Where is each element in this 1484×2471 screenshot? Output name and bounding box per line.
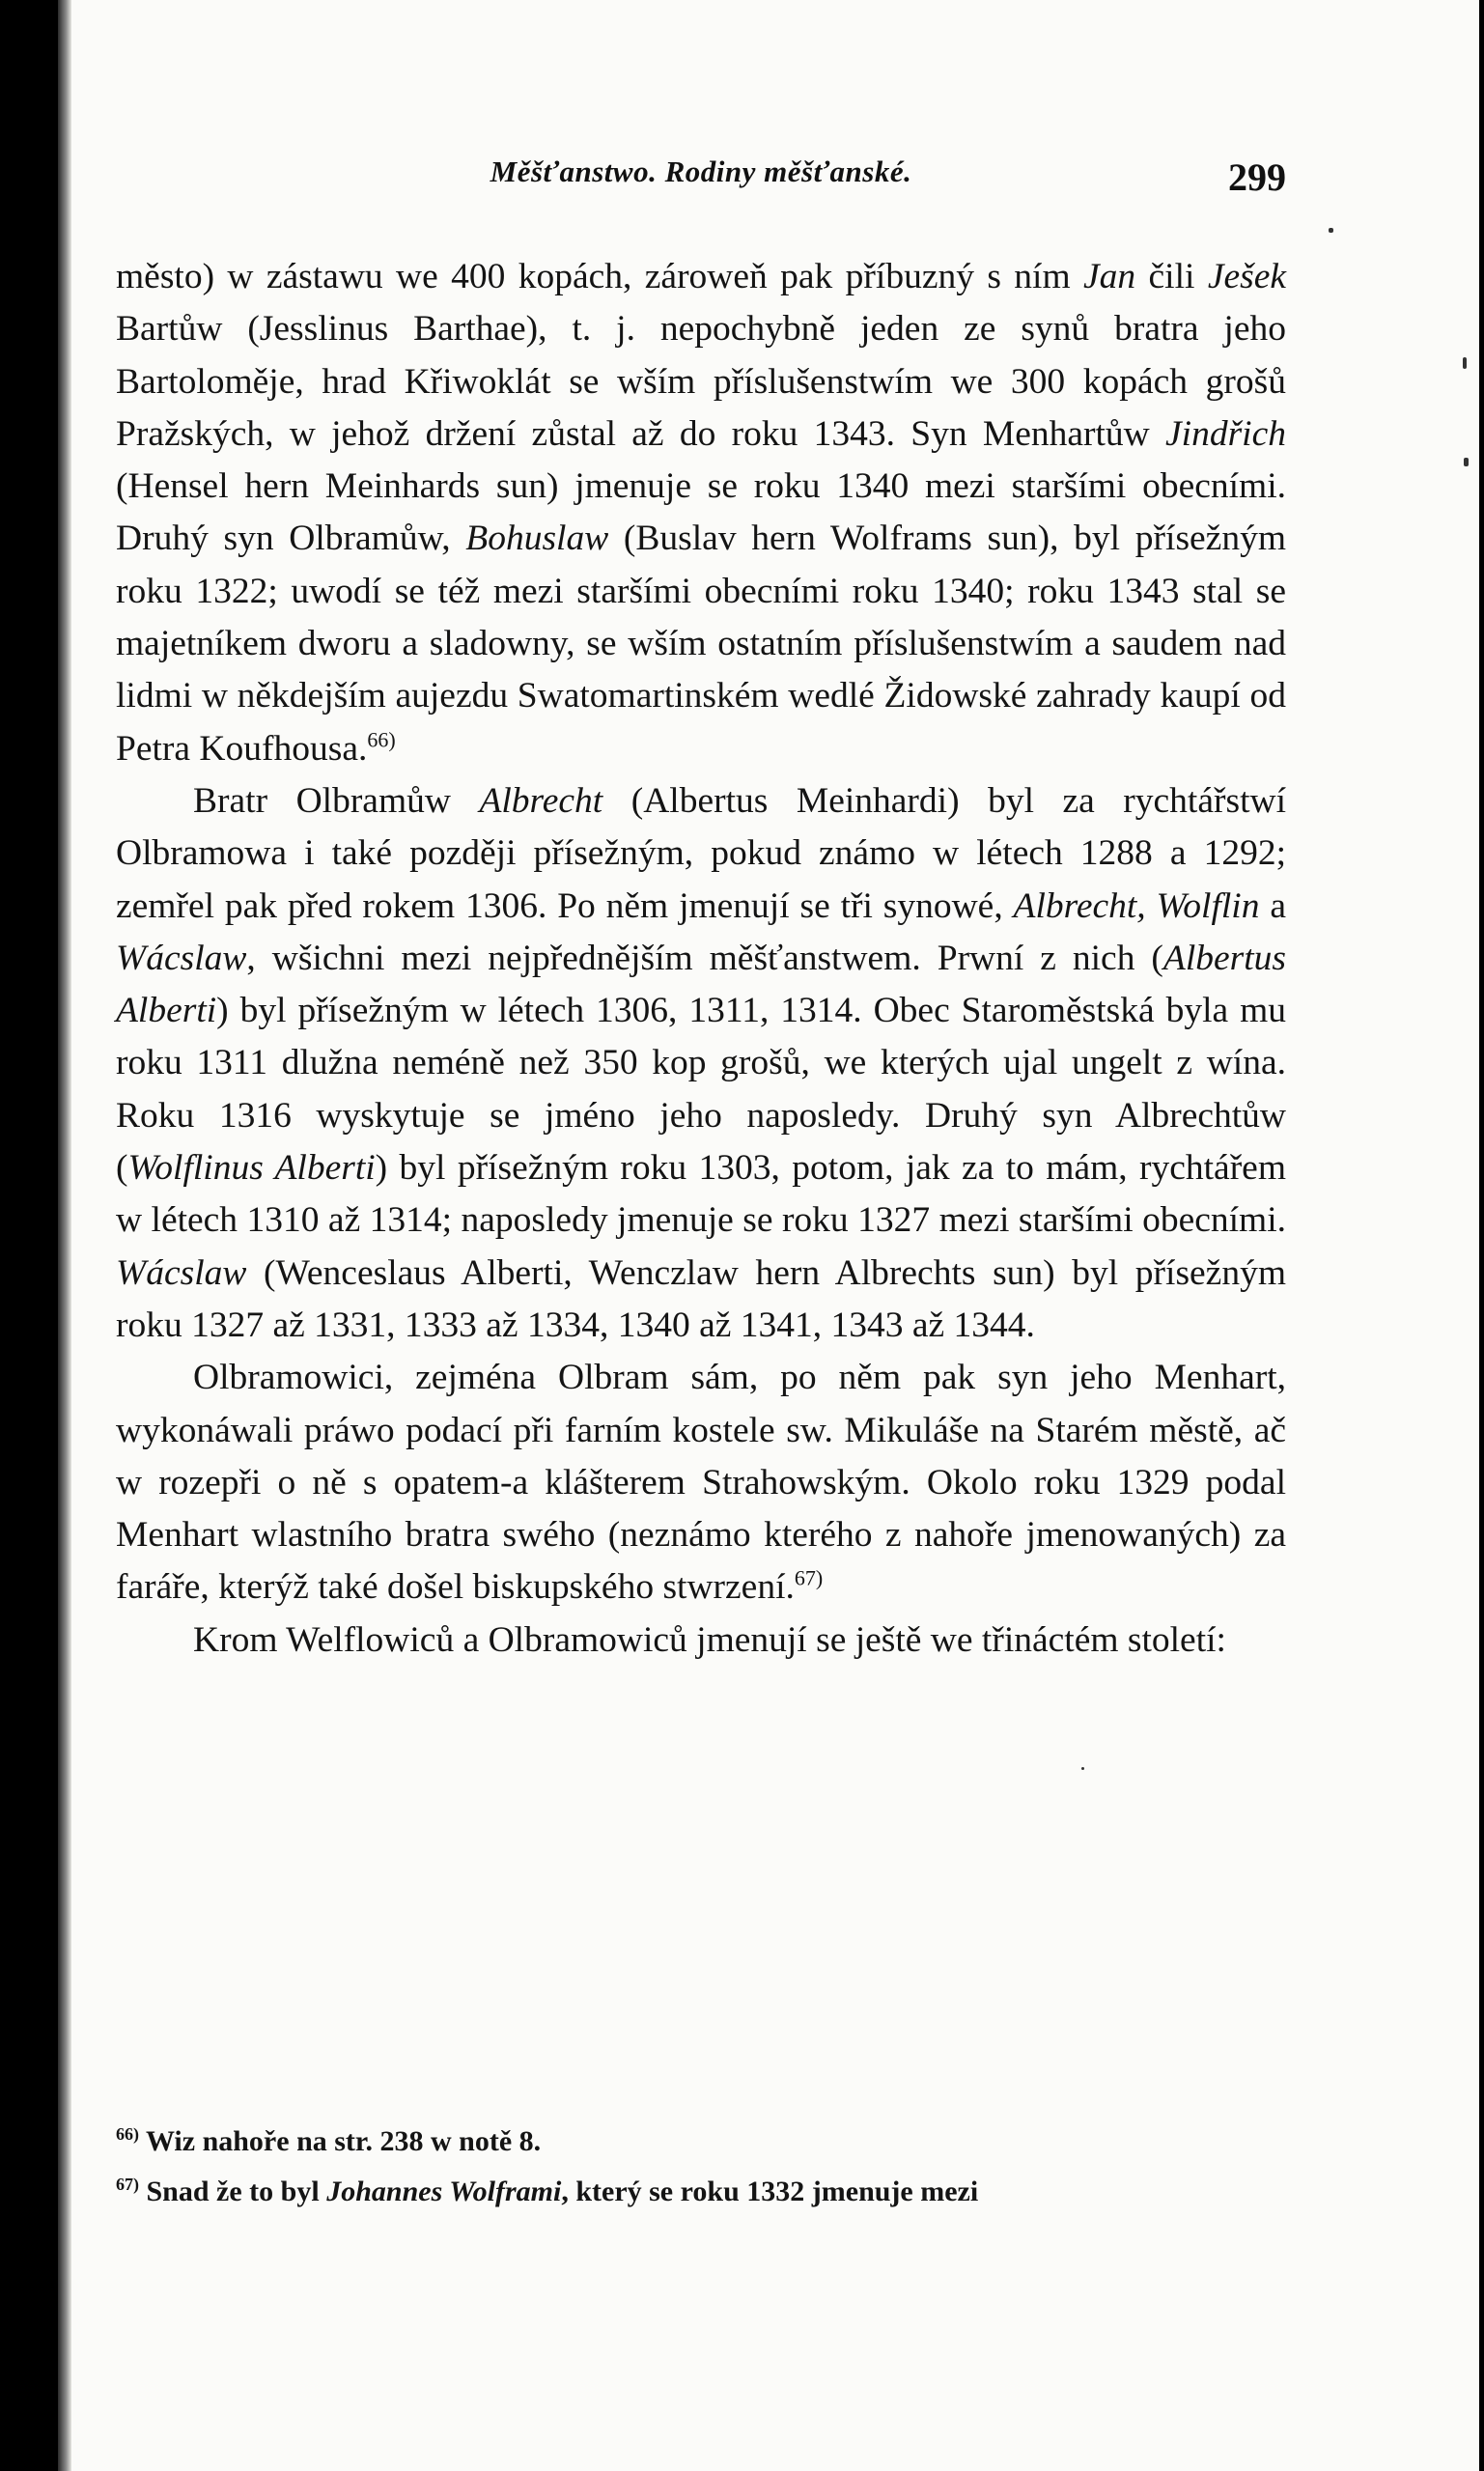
footnote-mark: 66): [116, 2124, 139, 2144]
text-run: čili: [1135, 257, 1208, 296]
footnote-reference: 67): [794, 1565, 824, 1590]
text-run: Bratr Olbramůw: [193, 780, 480, 821]
italic-name: Wácslaw: [116, 938, 247, 978]
italic-name: Albrecht, Wolflin: [1013, 885, 1260, 926]
text-run: Krom Welflowiců a Olbramowiců jmenují se ještě we třináctém století:: [193, 1619, 1226, 1660]
text-run: (Hensel hern Meinhards sun) jmenuje se roku 1340 mezi staršími obecními. Druhý syn Olbramůw,: [116, 466, 1286, 559]
text-run: (Buslav hern Wolframs sun), byl přísežným roku 1322; uwodí se též mezi staršími obecními roku 1340; roku 1343 stal se majetníkem dworu a sladowny, se wším ostatním příslušenstwím a saudem nad lidmi w někdejším aujezdu Swatomartinském wedlé Židowské zahrady kaupí od Petra Koufhousa.: [116, 519, 1286, 769]
italic-name: Albertus Alberti: [116, 938, 1286, 1031]
italic-name: Jan: [1083, 257, 1136, 296]
footnote: [116, 2167, 1286, 2217]
italic-name: Johannes Wolframi: [326, 2176, 562, 2207]
paragraph: [116, 775, 1286, 1352]
text-run: a: [1259, 885, 1286, 926]
paragraph: [116, 1352, 1286, 1614]
italic-name: Albrecht: [479, 780, 603, 821]
footnotes: [116, 2117, 1286, 2217]
text-run: ) byl přísežným roku 1303, potom, jak za to mám, rychtářem w létech 1310 až 1314; naposledy jmenuje se roku 1327 mezi staršími obecními.: [116, 1148, 1286, 1241]
text-run: Bartůw (Jesslinus Barthae), t. j. nepochybně jeden ze synů bratra jeho Bartoloměje, hrad Křiwoklát se wším příslušenstwím we 300 kopách grošů Pražských, w jehož držení zůstal až do roku 1343. Syn Menhartůw: [116, 309, 1286, 454]
italic-name: Jindřich: [1165, 413, 1286, 454]
italic-name: Wolflinus Alberti: [127, 1148, 376, 1189]
italic-name: Wácslaw: [116, 1252, 247, 1293]
print-speck: [1463, 357, 1467, 369]
book-page: [58, 0, 1479, 2471]
print-speck: [1081, 1767, 1084, 1770]
body-text: [116, 251, 1286, 1667]
text-run: Olbramowici, zejména Olbram sám, po něm pak syn jeho Menhart, wykonáwali práwo podací při farním kostele sw. Mikuláše na Starém městě, ač w rozepři o ně s opatem-a klášterem Strahowským. Okolo roku 1329 podal Menhart wlastního bratra swého (neznámo kterého z nahoře jmenowaných) za faráře, kterýž také došel biskupského stwrzení.: [116, 1358, 1286, 1608]
paragraph: [116, 1615, 1286, 1667]
paragraph: [116, 251, 1286, 775]
print-speck: [1329, 228, 1333, 233]
text-run: Wiz nahoře na str. 238 w notě 8.: [139, 2125, 542, 2157]
page-header: [116, 154, 1286, 203]
text-run: město) w zástawu we 400 kopách, zároweň pak příbuzný s ním: [116, 257, 1084, 296]
footnote: [116, 2117, 1286, 2167]
footnote-reference: 66): [367, 727, 396, 752]
italic-name: Bohuslaw: [465, 519, 609, 559]
print-speck: [1464, 458, 1469, 466]
text-run: Snad že to byl: [139, 2176, 327, 2207]
italic-name: Ješek: [1207, 257, 1286, 296]
running-title: Měšťanstwo. Rodiny měšťanské.: [490, 154, 912, 188]
text-run: ) byl přísežným w létech 1306, 1311, 1314. Obec Staroměstská byla mu roku 1311 dlužna neméně než 350 kop grošů, we kterých ujal ungelt z wína. Roku 1316 wyskytuje se jméno jeho naposledy. Druhý syn Albrechtůw (: [116, 991, 1286, 1189]
page-number: 299: [1228, 155, 1286, 199]
text-run: , wšichni mezi nejpřednějším měšťanstwem. Prwní z nich (: [246, 938, 1163, 978]
page-spine-shadow: [58, 0, 71, 2471]
text-run: (Albertus Meinhardi) byl za rychtářstwí Olbramowa i také později přísežným, pokud známo w létech 1288 a 1292; zemřel pak před rokem 1306. Po něm jmenují se tři synowé,: [116, 780, 1286, 926]
footnote-mark: 67): [116, 2175, 139, 2194]
text-run: , který se roku 1332 jmenuje mezi: [561, 2176, 979, 2207]
text-run: (Wenceslaus Alberti, Wenczlaw hern Albrechts sun) byl přísežným roku 1327 až 1331, 1333 až 1334, 1340 až 1341, 1343 až 1344.: [116, 1252, 1286, 1345]
